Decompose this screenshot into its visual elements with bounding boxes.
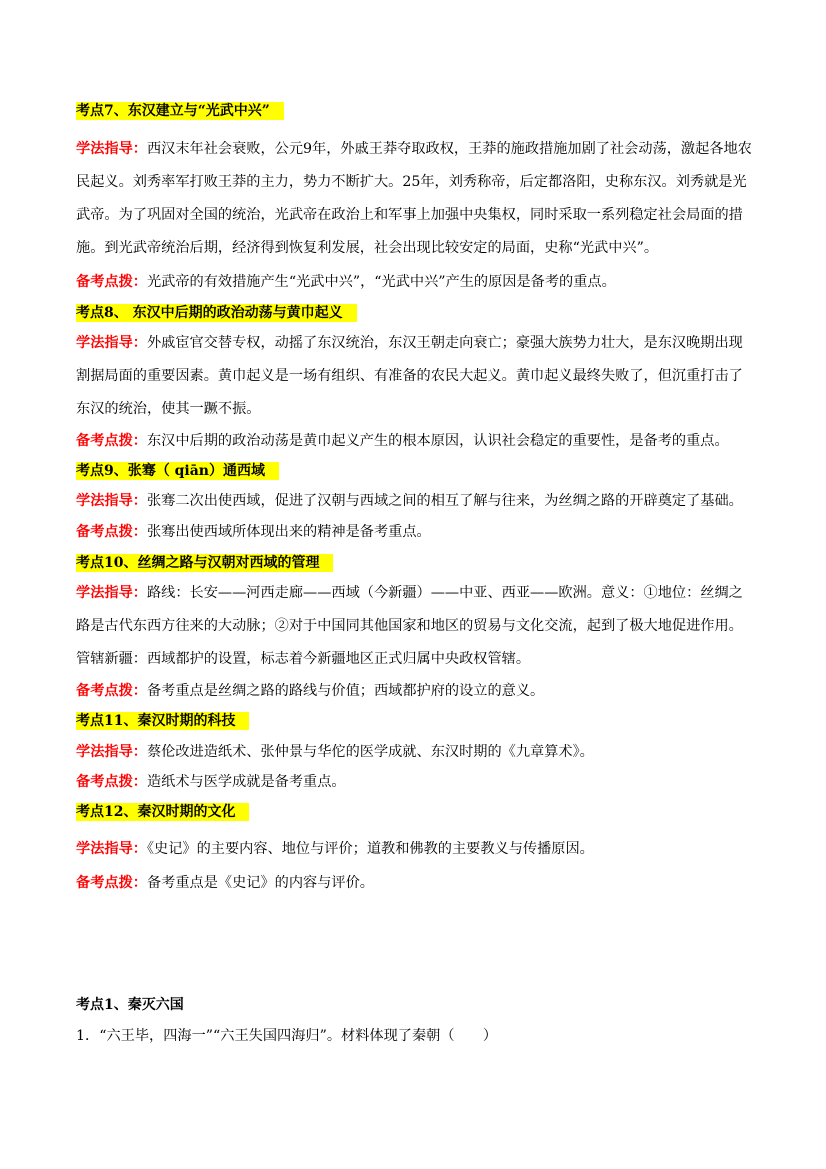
- study-guide-paragraph: 学法指导：张骞二次出使西域，促进了汉朝与西域之间的相互了解与往来，为丝绸之路的开辟奠定了基础。: [76, 493, 743, 509]
- exam-tip-label: 备考点拨：: [76, 433, 147, 449]
- exam-tip-paragraph: 备考点拨：备考重点是丝绸之路的路线与价值；西域都护府的设立的意义。: [76, 683, 545, 699]
- question-item: 1．“六王毕，四海一”“六王失国四海归”。材料体现了秦朝（ ）: [76, 1028, 498, 1044]
- study-guide-label: 学法指导：: [76, 335, 147, 351]
- study-guide-label: 学法指导：: [76, 141, 147, 157]
- study-guide-label: 学法指导：: [76, 841, 147, 857]
- exam-tip-label: 备考点拨：: [76, 274, 147, 290]
- study-guide-paragraph: 学法指导：路线：长安——河西走廊——西域（今新疆）——中亚、西亚——欧洲。意义：①地位：丝绸之路是古代东西方往来的大动脉；②对于中国同其他国家和地区的贸易与文化交流，起到了极大地促进作用。管辖新疆：西域都护的设置，标志着今新疆地区正式归属中央政权管辖。: [76, 585, 743, 667]
- section-heading: 考点9、张骞（ qiān）通西域: [76, 461, 279, 481]
- exam-tip-label: 备考点拨：: [76, 683, 147, 699]
- study-guide-paragraph: 学法指导：西汉末年社会衰败，公元9年，外戚王莽夺取政权，王莽的施政措施加剧了社会动荡，激起各地农民起义。刘秀率军打败王莽的主力，势力不断扩大。25年，刘秀称帝，后定都洛阳，史称东汉。刘秀就是光武帝。为了巩固对全国的统治，光武帝在政治上和军事上加强中央集权，同时采取一系列稳定社会局面的措施。到光武帝统治后期，经济得到恢复利发展，社会出现比较安定的局面，史称“光武中兴”。: [76, 141, 752, 256]
- study-guide-paragraph: 学法指导：《史记》的主要内容、地位与评价；道教和佛教的主要教义与传播原因。: [76, 841, 594, 857]
- study-guide-label: 学法指导：: [76, 493, 147, 509]
- exam-tip-paragraph: 备考点拨：张骞出使西域所体现出来的精神是备考重点。: [76, 524, 431, 540]
- exam-tip-paragraph: 备考点拨：东汉中后期的政治动荡是黄巾起义产生的根本原因，认识社会稳定的重要性，是备考的重点。: [76, 433, 729, 449]
- section-heading: 考点10、丝绸之路与汉朝对西域的管理: [76, 553, 333, 573]
- exam-tip-label: 备考点拨：: [76, 524, 147, 540]
- exam-tip-label: 备考点拨：: [76, 774, 147, 790]
- section-heading: 考点7、东汉建立与“光武中兴”: [76, 101, 284, 121]
- section-heading: 考点8、 东汉中后期的政治动荡与黄巾起义: [76, 303, 357, 323]
- study-guide-label: 学法指导：: [76, 585, 147, 601]
- exam-tip-paragraph: 备考点拨：备考重点是《史记》的内容与评价。: [76, 875, 374, 891]
- study-guide-paragraph: 学法指导：外戚宦官交替专权，动摇了东汉统治，东汉王朝走向衰亡；豪强大族势力壮大，是东汉晚期出现割据局面的重要因素。黄巾起义是一场有组织、有准备的农民大起义。黄巾起义最终失败了，但沉重打击了东汉的统治，使其一蹶不振。: [76, 335, 743, 417]
- study-guide-label: 学法指导：: [76, 744, 147, 760]
- section-heading: 考点12、秦汉时期的文化: [76, 802, 249, 822]
- exam-tip-paragraph: 备考点拨：光武帝的有效措施产生“光武中兴”，“光武中兴”产生的原因是备考的重点。: [76, 274, 616, 290]
- study-guide-paragraph: 学法指导：蔡伦改进造纸术、张仲景与华佗的医学成就、东汉时期的《九章算术》。: [76, 744, 594, 760]
- exercise-heading: 考点1、秦灭六国: [76, 997, 184, 1013]
- section-heading: 考点11、秦汉时期的科技: [76, 711, 249, 731]
- exam-tip-label: 备考点拨：: [76, 875, 147, 891]
- exam-tip-paragraph: 备考点拨：造纸术与医学成就是备考重点。: [76, 774, 346, 790]
